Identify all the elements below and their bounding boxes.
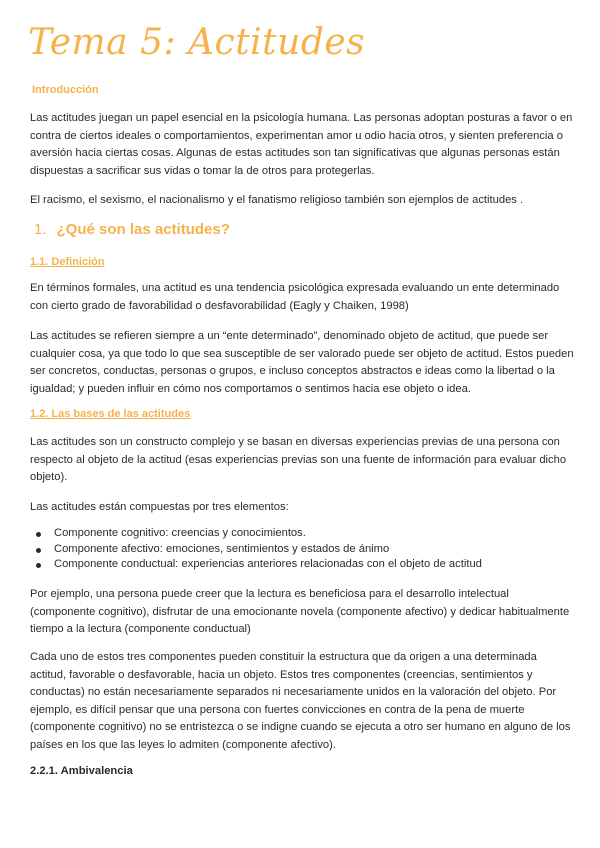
list-item: Componente cognitivo: creencias y conocimientos.	[30, 526, 575, 542]
example-paragraph: Por ejemplo, una persona puede creer que la lectura es beneficiosa para el desarrollo intelectual (componente cognitivo), disfrutar de una emocionante novela (componente afectivo) y dedicar habitualmente tiempo a la lectura (componente conductual)	[30, 588, 570, 636]
page-title: Tema 5: Actitudes	[28, 22, 366, 63]
components-list	[30, 526, 575, 573]
section-heading-1	[34, 221, 230, 238]
bullet-icon	[36, 548, 41, 553]
components-structure-paragraph: Cada uno de estos tres componentes pueden constituir la estructura que da origen a una determinada actitud, favorable o desfavorable, hacia un objeto. Estos tres componentes (creencias, sentimientos y conductas) no están necesariamente separados ni necesariamente unidos en la valoración del objeto. Por ejemplo, es difícil pensar que una persona con fuertes convicciones en contra de la pena de muerte (componente cognitivo) no se entristezca o se indigne cuando se ejecuta a otro ser humano en alguno de los países en los que las leyes lo admiten (componente afectivo).	[30, 651, 571, 751]
list-item: Componente conductual: experiencias anteriores relacionadas con el objeto de actitud	[30, 557, 575, 573]
section-title: ¿Qué son las actitudes?	[56, 221, 230, 238]
bases-paragraph: Las actitudes son un constructo complejo y se basan en diversas experiencias previas de una persona con respecto al objeto de la actitud (esas experiencias previas son una fuente de información para evaluar dicho objeto).	[30, 436, 567, 484]
intro-examples-paragraph: El racismo, el sexismo, el nacionalismo y el fanatismo religioso también son ejemplos de actitudes .	[30, 194, 524, 206]
subsection-bases-link[interactable]: 1.2. Las bases de las actitudes	[30, 408, 191, 420]
intro-paragraph: Las actitudes juegan un papel esencial en la psicología humana. Las personas adoptan posturas a favor o en contra de ciertos ideales o comportamientos, experimentan amor u odio hacia otros, y sienten preferencia o aversión hacia ciertas cosas. Algunas de estas actitudes son tan significativas que algunas personas están dispuestas a sacrificar sus vidas o tomar la de otros para protegerlas.	[30, 112, 573, 177]
list-item: Componente afectivo: emociones, sentimientos y estados de ánimo	[30, 542, 575, 558]
section-number: 1.	[34, 221, 47, 238]
intro-label: Introducción	[32, 84, 99, 96]
definition-paragraph: En términos formales, una actitud es una tendencia psicológica expresada evaluando un ente determinado con cierto grado de favorabilidad o desfavorabilidad (Eagly y Chaiken, 1998)	[30, 282, 560, 312]
bullet-icon	[36, 563, 41, 568]
subsection-definicion-link[interactable]: 1.1. Definición	[30, 256, 105, 268]
subsection-ambivalencia-heading: 2.2.1. Ambivalencia	[30, 765, 133, 777]
elements-intro-paragraph: Las actitudes están compuestas por tres elementos:	[30, 501, 289, 513]
object-paragraph: Las actitudes se refieren siempre a un “ente determinado”, denominado objeto de actitud, que puede ser cualquier cosa, ya que todo lo que sea susceptible de ser valorado puede ser objeto de actitud. Estos pueden ser concretos, conductas, personas o grupos, e incluso conceptos abstractos e ideas como la libertad o la igualdad; y pueden influir en cómo nos comportamos o sentimos hacia ese objeto o idea.	[30, 330, 574, 395]
bullet-icon	[36, 532, 41, 537]
